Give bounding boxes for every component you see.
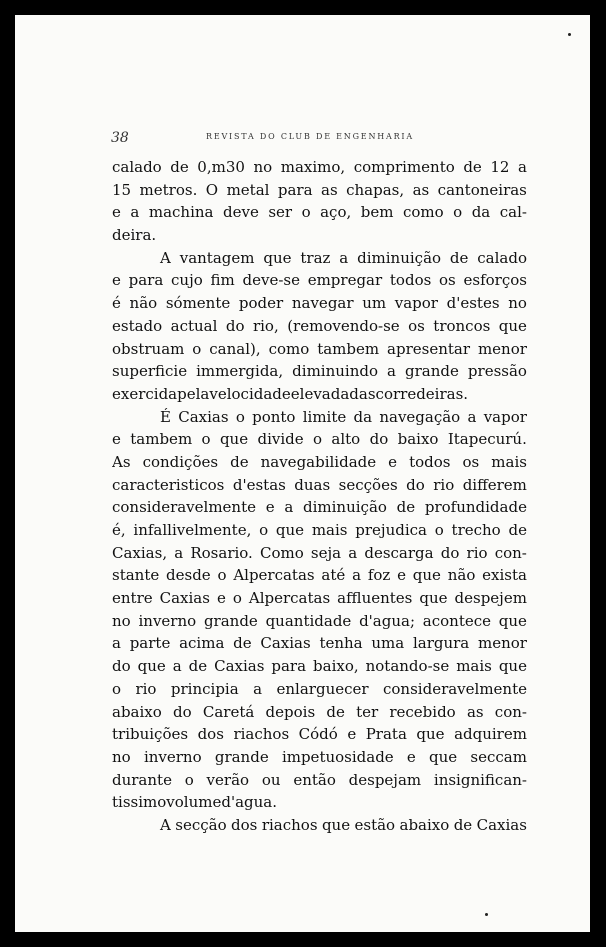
text-word: o [235, 407, 245, 426]
text-word: impetuosidade [281, 747, 394, 766]
text-word: a [253, 679, 263, 698]
text-word: volume [166, 793, 222, 812]
text-word: de [170, 158, 189, 176]
text-word: e [112, 430, 121, 449]
text-word: 12 [490, 158, 510, 176]
text-word: baixo, [313, 657, 359, 676]
text-line [112, 247, 527, 270]
text-word: caracteristicos [112, 475, 225, 494]
text-word: Caxias [178, 407, 229, 426]
text-word: a [348, 543, 358, 562]
text-word: navegabilidade [260, 452, 377, 471]
text-line [112, 655, 527, 678]
text-word: um [362, 294, 387, 313]
text-word: corredeiras. [375, 384, 469, 403]
text-word: É [160, 407, 171, 426]
text-line [112, 678, 527, 701]
text-word: insignifican- [433, 770, 527, 789]
journal-title: REVISTA DO CLUB DE ENGENHARIA [206, 132, 414, 141]
text-line [112, 179, 527, 202]
text-word: para [271, 657, 307, 676]
text-word: navegar [291, 294, 354, 313]
text-word: Rosario. [190, 543, 253, 562]
text-word: deve-se [242, 271, 300, 290]
text-word: seccam [470, 747, 527, 766]
text-word: de [396, 498, 416, 517]
text-word: e [112, 271, 121, 290]
text-line [112, 542, 527, 565]
text-word: largura [412, 634, 470, 653]
text-word: então [293, 770, 336, 789]
text-word: navegação [379, 407, 461, 426]
text-word: que [219, 430, 249, 449]
text-word: vapor [394, 294, 438, 313]
text-line [112, 496, 527, 519]
text-word: e [388, 452, 398, 471]
text-word: apresentar [387, 339, 471, 358]
text-line [112, 632, 527, 655]
text-word: é [112, 294, 121, 313]
text-word: do [440, 543, 460, 562]
text-word: deira. [112, 226, 157, 245]
text-word: d'estas [232, 475, 286, 494]
text-word: abaixo [112, 702, 162, 721]
text-word: e [397, 566, 406, 585]
book-page [15, 15, 590, 932]
text-word: os [408, 316, 425, 335]
text-word: inverno [138, 611, 197, 630]
text-word: tambem [317, 339, 380, 358]
text-word: Caretá [202, 702, 255, 721]
text-word: não [447, 566, 476, 585]
text-word: verão [206, 770, 250, 789]
text-word: as [321, 180, 338, 199]
text-word: de [463, 158, 482, 176]
text-word: é, [112, 521, 126, 539]
text-word: baixo [397, 430, 439, 449]
text-word: elevada [290, 384, 350, 403]
text-word: immergida, [196, 362, 284, 381]
text-word: tambem [130, 430, 193, 449]
text-word: do [406, 475, 425, 494]
text-word: 0,m30 [197, 158, 245, 176]
text-line [112, 224, 527, 247]
text-line [112, 746, 527, 769]
text-word: os [439, 271, 456, 290]
text-word: como [268, 339, 310, 358]
text-word: Caxias [476, 815, 527, 834]
text-word: e [406, 747, 416, 766]
text-word: que [498, 657, 527, 676]
text-word: acontece [422, 611, 492, 630]
text-word: acima [179, 634, 225, 653]
text-word: metros. [139, 180, 198, 199]
text-word: Caxias [214, 657, 265, 676]
text-word: ponto [252, 407, 296, 426]
text-word: consideravelmente [383, 679, 527, 698]
text-word: trecho [451, 521, 501, 539]
text-word: secção [175, 815, 227, 834]
text-word: divide [257, 430, 304, 449]
text-word: rio [433, 475, 455, 494]
text-word: affluentes [337, 589, 413, 608]
text-word: de [449, 248, 469, 267]
text-word: no [112, 611, 131, 630]
text-line [112, 360, 527, 383]
text-word: exista [482, 566, 527, 585]
text-word: rio [135, 679, 157, 698]
text-word: que [137, 657, 166, 676]
text-word: ou [261, 770, 281, 789]
text-word: riachos [261, 815, 318, 834]
text-word: (removendo-se [287, 316, 400, 335]
text-word: empregar [307, 271, 383, 290]
text-word: e [112, 203, 121, 222]
text-word: ter [356, 702, 379, 721]
text-word: d'estes [446, 294, 500, 313]
text-word: as [412, 180, 430, 199]
text-word: de [230, 452, 249, 471]
text-word: vapor [483, 407, 527, 426]
text-line [112, 701, 527, 724]
text-word: que [419, 589, 448, 608]
text-word: enlarguecer [276, 679, 369, 698]
text-word: cujo [171, 271, 203, 290]
text-word: que [263, 248, 292, 267]
text-word: alto [331, 430, 361, 449]
text-word: machina [148, 203, 214, 222]
text-word: actual [170, 316, 218, 335]
text-line [112, 201, 527, 224]
text-word: cantoneiras [437, 180, 527, 199]
text-word: que [498, 611, 527, 630]
text-line [112, 269, 527, 292]
text-word: cal- [499, 203, 527, 222]
text-word: de [453, 815, 473, 834]
text-word: Itapecurú. [447, 430, 527, 449]
text-word: Prata [365, 725, 407, 744]
text-word: entre [112, 589, 153, 608]
text-word: a [130, 203, 140, 222]
text-word: calado [112, 158, 162, 176]
text-word: metal [226, 180, 270, 199]
text-word: os [462, 452, 480, 471]
text-word: depois [265, 702, 316, 721]
text-word: Alpercatas [233, 566, 315, 585]
text-word: tenha [319, 634, 363, 653]
text-word: traz [300, 248, 331, 267]
text-word: uma [371, 634, 405, 653]
text-word: do [369, 430, 389, 449]
text-word: canal), [209, 339, 261, 358]
text-word: mais [311, 521, 348, 539]
text-line [112, 723, 527, 746]
text-line [112, 474, 527, 497]
text-word: foz [367, 566, 391, 585]
text-word: que [275, 521, 305, 539]
text-word: todos [409, 452, 451, 471]
text-word: con- [494, 543, 527, 562]
text-word: adquirem [454, 725, 527, 744]
text-word: tissimo [112, 793, 167, 812]
text-word: superficie [112, 362, 188, 381]
text-word: desde [166, 566, 211, 585]
text-word: mais [491, 452, 527, 471]
text-word: como [402, 203, 444, 222]
page-number: 38 [111, 130, 129, 146]
text-word: o [184, 770, 194, 789]
text-word: O [205, 180, 219, 199]
text-word: A [160, 248, 171, 267]
text-word: até [321, 566, 346, 585]
text-word: deve [222, 203, 259, 222]
text-word: o [201, 430, 211, 449]
text-line [112, 519, 527, 542]
text-word: mais [456, 657, 492, 676]
text-word: grande [214, 747, 269, 766]
text-word: seja [310, 543, 342, 562]
text-line [112, 587, 527, 610]
text-word: calado [477, 248, 527, 267]
text-line [112, 338, 527, 361]
text-word: das [349, 384, 376, 403]
text-line [112, 814, 527, 837]
text-word: bem [360, 203, 394, 222]
text-word: e [216, 589, 226, 608]
text-word: rio [466, 543, 488, 562]
body-text [112, 156, 527, 837]
text-word: a [467, 407, 477, 426]
text-word: descarga [364, 543, 434, 562]
text-word: esforços [463, 271, 527, 290]
text-word: menor [478, 634, 527, 653]
running-head [111, 130, 531, 150]
text-word: diminuição [357, 248, 442, 267]
ink-speck [568, 33, 571, 36]
text-word: troncos [433, 316, 491, 335]
text-word: rio, [252, 316, 279, 335]
text-word: aço, [320, 203, 352, 222]
text-word: grande [405, 362, 459, 381]
text-word: stante [112, 566, 160, 585]
text-word: Caxias [260, 634, 311, 653]
text-word: notando-se [365, 657, 450, 676]
text-word: abaixo [399, 815, 450, 834]
text-word: que [416, 725, 445, 744]
text-word: dos [231, 815, 258, 834]
text-word: que [429, 747, 458, 766]
text-word: d'agua; [359, 611, 416, 630]
text-word: diminuindo [292, 362, 379, 381]
text-word: do [173, 702, 192, 721]
text-word: despejam [348, 770, 422, 789]
text-line [112, 156, 527, 179]
text-word: o [301, 203, 311, 222]
text-word: Caxias [159, 589, 210, 608]
text-word: a [112, 634, 121, 653]
text-word: recebido [389, 702, 456, 721]
text-word: duas [294, 475, 331, 494]
text-word: de [508, 521, 527, 539]
text-word: riachos [233, 725, 290, 744]
text-word: no [508, 294, 527, 313]
text-word: a [387, 362, 396, 381]
text-line [112, 406, 527, 429]
text-word: o [434, 521, 444, 539]
text-word: principia [170, 679, 239, 698]
text-word: consideravelmente [112, 498, 256, 517]
text-line [112, 791, 527, 814]
text-word: e [265, 498, 275, 517]
text-word: comprimento [353, 158, 455, 176]
text-word: ser [268, 203, 293, 222]
text-word: a [174, 543, 184, 562]
text-word: chapas, [346, 180, 405, 199]
text-word: que [498, 316, 527, 335]
text-word: differem [462, 475, 527, 494]
text-word: a [172, 657, 182, 676]
text-word: o [232, 589, 242, 608]
text-word: o [259, 521, 269, 539]
text-word: todos [389, 271, 432, 290]
text-word: de [326, 702, 345, 721]
text-word: 15 [112, 180, 132, 199]
text-word: dos [197, 725, 224, 744]
ink-speck [485, 913, 488, 916]
text-line [112, 315, 527, 338]
text-word: para [128, 271, 164, 290]
text-word: o [313, 430, 323, 449]
text-word: estado [112, 316, 163, 335]
text-line [112, 292, 527, 315]
text-word: da [353, 407, 373, 426]
text-word: despejem [454, 589, 527, 608]
text-word: diminuição [303, 498, 387, 517]
text-word: o [217, 566, 227, 585]
text-word: as [466, 702, 484, 721]
text-word: a [517, 158, 527, 176]
text-line [112, 564, 527, 587]
text-word: e [347, 725, 357, 744]
text-word: condições [142, 452, 219, 471]
text-word: quantidade [265, 611, 352, 630]
text-word: não [129, 294, 158, 313]
text-word: Caxias, [112, 543, 168, 562]
text-word: poder [238, 294, 284, 313]
text-word: durante [112, 770, 172, 789]
text-word: Alpercatas [248, 589, 331, 608]
text-word: Códó [298, 725, 338, 744]
text-word: o [192, 339, 202, 358]
text-word: menor [477, 339, 527, 358]
text-line [112, 383, 527, 406]
text-line [112, 428, 527, 451]
text-word: d'agua. [221, 793, 278, 812]
text-word: fim [210, 271, 235, 290]
text-word: As [112, 452, 131, 471]
text-word: exercida [112, 384, 178, 403]
text-word: obstruam [112, 339, 185, 358]
text-word: profundidade [424, 498, 527, 517]
text-word: parte [129, 634, 171, 653]
text-word: A [160, 815, 171, 834]
text-word: do [225, 316, 245, 335]
text-word: prejudica [355, 521, 427, 539]
text-word: do [112, 657, 131, 676]
text-word: grande [203, 611, 258, 630]
text-word: o [453, 203, 463, 222]
text-word: no [112, 747, 131, 766]
text-line [112, 610, 527, 633]
text-word: estão [354, 815, 396, 834]
text-word: a [284, 498, 294, 517]
text-word: de [188, 657, 208, 676]
text-word: pela [177, 384, 210, 403]
text-word: o [112, 679, 122, 698]
text-word: velocidade [209, 384, 291, 403]
text-word: sómente [165, 294, 231, 313]
text-word: que [321, 815, 351, 834]
text-word: limite [302, 407, 347, 426]
text-word: inverno [143, 747, 202, 766]
text-word: infallivelmente, [133, 521, 252, 539]
text-line [112, 769, 527, 792]
text-word: vantagem [179, 248, 255, 267]
text-line [112, 451, 527, 474]
text-word: para [277, 180, 313, 199]
text-word: con- [494, 702, 527, 721]
text-word: Como [259, 543, 304, 562]
text-word: a [339, 248, 349, 267]
text-word: que [412, 566, 441, 585]
text-word: da [471, 203, 491, 222]
text-word: secções [338, 475, 398, 494]
text-word: maximo, [280, 158, 346, 176]
text-word: de [233, 634, 252, 653]
text-word: tribuições [112, 725, 189, 744]
text-word: a [352, 566, 362, 585]
text-word: no [253, 158, 273, 176]
text-word: pressão [467, 362, 527, 381]
